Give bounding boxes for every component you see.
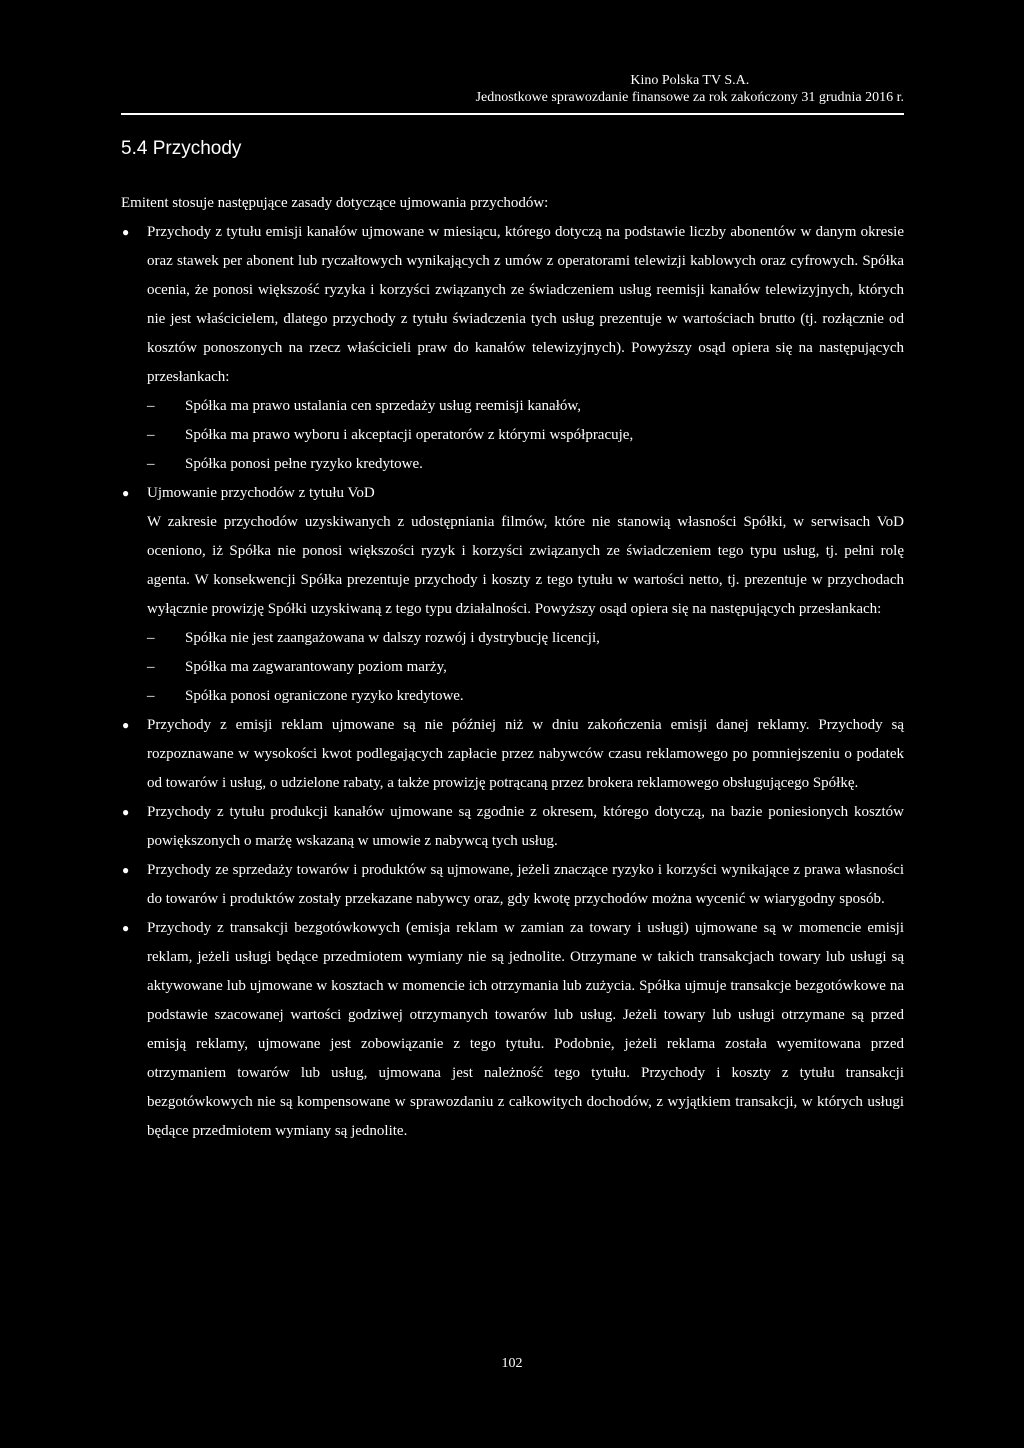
criteria-item: – Spółka ponosi ograniczone ryzyko kredytowe. [147, 682, 904, 711]
list-item-text: Przychody z transakcji bezgotówkowych (emisja reklam w zamian za towary i usługi) ujmowane są w momencie emisji reklam, jeżeli usługi będące przedmiotem wymiany nie są jednolite. Otrzymane w takich transakcjach towary lub usługi są aktywowane lub ujmowane w kosztach w momencie ich otrzymania lub zużycia. Spółka ujmuje transakcje bezgotówkowe na podstawie szacowanej wartości godziwej otrzymanych towarów lub usług. Jeżeli towary lub usługi otrzymane są przed emisją reklamy, ujmowane jest zobowiązanie z tego tytułu. Podobnie, jeżeli reklama została wyemitowana przed otrzymaniem towarów lub usług, ujmowana jest należność tego tytułu. Przychody i koszty z tytułu transakcji bezgotówkowych nie są kompensowane w sprawozdaniu z całkowitych dochodów, z wyjątkiem transakcji, w których usługi będące przedmiotem wymiany są jednolite. [147, 920, 904, 1139]
list-item [121, 218, 904, 479]
dash-icon: – [147, 659, 155, 675]
list-item-text: W zakresie przychodów uzyskiwanych z udostępniania filmów, które nie stanowią własności Spółki, w serwisach VoD oceniono, iż Spółka nie ponosi większości ryzyk i korzyści związanych ze świadczeniem tego typu usług, tj. pełni rolę agenta. W konsekwencji Spółka prezentuje przychody i koszty z tego tytułu w wartości netto, tj. prezentuje w przychodach wyłącznie prowizję Spółki uzyskiwaną z tego typu działalności. Powyższy osąd opiera się na następujących przesłankach: [147, 514, 904, 617]
header-divider [121, 113, 904, 115]
list-item-title: Ujmowanie przychodów z tytułu VoD [147, 485, 375, 501]
bullet-icon: ● [122, 718, 130, 732]
header-company: Kino Polska TV S.A. [630, 73, 750, 88]
page-header [476, 72, 904, 106]
criteria-list [147, 624, 904, 711]
bullet-icon: ● [122, 863, 130, 877]
list-item-text: Przychody z tytułu produkcji kanałów ujmowane są zgodnie z okresem, którego dotyczą, na bazie poniesionych kosztów powiększonych o marżę wskazaną w umowie z nabywcą tych usług. [147, 804, 904, 849]
bullet-icon: ● [122, 921, 130, 935]
list-item-text: Przychody ze sprzedaży towarów i produktów są ujmowane, jeżeli znaczące ryzyko i korzyści wynikające z prawa własności do towarów i produktów zostały przekazane nabywcy oraz, gdy kwotę przychodów można wycenić w wiarygodny sposób. [147, 862, 904, 907]
criteria-item: – Spółka ma zagwarantowany poziom marży, [147, 653, 904, 682]
revenue-policy-list [121, 218, 904, 1146]
main-content [121, 189, 904, 1146]
list-item [121, 914, 904, 1146]
criteria-item: – Spółka ponosi pełne ryzyko kredytowe. [147, 450, 904, 479]
dash-icon: – [147, 630, 155, 646]
bullet-icon: ● [122, 486, 130, 500]
list-item [121, 798, 904, 856]
criteria-item: – Spółka ma prawo ustalania cen sprzedaży usług reemisji kanałów, [147, 392, 904, 421]
criteria-list [147, 392, 904, 479]
section-title: 5.4 Przychody [121, 138, 242, 159]
list-item [121, 479, 904, 711]
list-item [121, 711, 904, 798]
intro-paragraph: Emitent stosuje następujące zasady dotyczące ujmowania przychodów: [121, 195, 549, 211]
dash-icon: – [147, 398, 155, 414]
list-item-text: Przychody z tytułu emisji kanałów ujmowane w miesiącu, którego dotyczą na podstawie liczby abonentów w danym okresie oraz stawek per abonent lub ryczałtowych wynikających z umów z operatorami telewizji kablowych oraz cyfrowych. Spółka ocenia, że ponosi większość ryzyka i korzyści związanych ze świadczeniem usług reemisji kanałów telewizyjnych, których nie jest właścicielem, dlatego przychody z tytułu świadczenia tych usług prezentuje w wartościach brutto (tj. rozłącznie od kosztów ponoszonych na rzecz właścicieli praw do kanałów telewizyjnych). Powyższy osąd opiera się na następujących przesłankach: [147, 224, 904, 385]
bullet-icon: ● [122, 225, 130, 239]
bullet-icon: ● [122, 805, 130, 819]
dash-icon: – [147, 456, 155, 472]
dash-icon: – [147, 427, 155, 443]
list-item-text: Przychody z emisji reklam ujmowane są nie później niż w dniu zakończenia emisji danej reklamy. Przychody są rozpoznawane w wysokości kwot podlegających zapłacie przez nabywców czasu reklamowego po pomniejszeniu o podatek od towarów i usług, o udzielone rabaty, a także prowizję potrącaną przez brokera reklamowego obsługującego Spółkę. [147, 717, 904, 791]
page-number: 102 [501, 1356, 523, 1371]
list-item [121, 856, 904, 914]
header-report-title: Jednostkowe sprawozdanie finansowe za rok zakończony 31 grudnia 2016 r. [475, 90, 904, 105]
criteria-item: – Spółka ma prawo wyboru i akceptacji operatorów z którymi współpracuje, [147, 421, 904, 450]
dash-icon: – [147, 688, 155, 704]
criteria-item: – Spółka nie jest zaangażowana w dalszy rozwój i dystrybucję licencji, [147, 624, 904, 653]
